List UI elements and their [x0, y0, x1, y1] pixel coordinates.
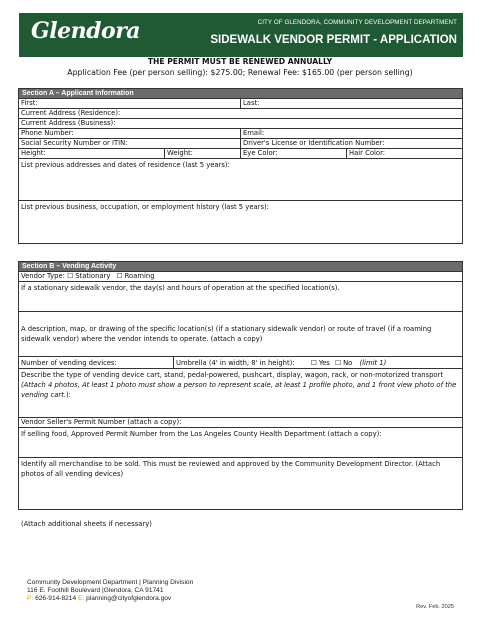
footer-email[interactable]: planning@cityofglendora.gov [86, 595, 172, 603]
umbrella-no-checkbox[interactable]: ☐ [335, 359, 342, 367]
last-name-field[interactable]: Last: [243, 99, 260, 107]
merchandise-row [19, 458, 462, 509]
umbrella-yes-label: Yes [318, 359, 330, 367]
footer-contact-line [27, 595, 193, 603]
email-label: E: [78, 595, 85, 603]
stationary-checkbox[interactable]: ☐ [67, 272, 74, 280]
vendor-type-row [19, 272, 462, 282]
fee-line: Application Fee (per person selling): $275.00; Renewal Fee: $165.00 (per person selling) [67, 68, 413, 77]
ssn-field[interactable]: Social Security Number or ITIN: [19, 139, 241, 148]
umbrella-label: Umbrella (4' in width, 8' in height): [176, 359, 295, 367]
cart-description-row [19, 369, 462, 418]
renewal-notice: THE PERMIT MUST BE RENEWED ANNUALLY [147, 57, 333, 66]
residence-address-field[interactable]: Current Address (Residence): [21, 109, 121, 117]
footer-address: 116 E. Foothill Boulevard |Glendora, CA 91741 [27, 587, 164, 595]
business-row [19, 119, 462, 129]
food-permit-row [19, 428, 462, 458]
footer-phone: 626-914-8214 [35, 595, 77, 603]
phone-email-row [19, 129, 462, 139]
umbrella-yes-checkbox[interactable]: ☐ [310, 359, 317, 367]
physical-row [19, 149, 462, 159]
eye-color-field[interactable]: Eye Color: [241, 149, 347, 158]
previous-business-field[interactable]: List previous business, occupation, or employment history (last 5 years): [21, 203, 269, 211]
cart-description-text: Describe the type of vending device cart, stand, pedal-powered, pushcart, display, wagon, rack, or non-motorized transport [21, 371, 444, 379]
hours-row [19, 282, 462, 312]
license-field[interactable]: Driver's License or Identification Number: [243, 139, 385, 147]
residence-row [19, 109, 462, 119]
footer-department: Community Development Department | Planning Division [27, 579, 194, 586]
email-field[interactable]: Email: [243, 129, 265, 137]
section-a [18, 88, 463, 244]
stationary-label: Stationary [75, 272, 111, 280]
previous-addresses-field[interactable]: List previous addresses and dates of residence (last 5 years): [21, 161, 230, 169]
id-row [19, 139, 462, 149]
seller-permit-field[interactable]: Vendor Seller's Permit Number (attach a copy): [21, 418, 182, 426]
umbrella-no-label: No [343, 359, 353, 367]
number-of-devices-field[interactable]: Number of vending devices: [19, 357, 174, 368]
section-b [18, 261, 463, 510]
phone-label: P: [27, 595, 34, 603]
attach-sheets-note: (Attach additional sheets if necessary) [21, 520, 152, 528]
hours-of-operation-field[interactable]: If a stationary sidewalk vendor, the day(s) and hours of operation at the specified location(s). [21, 284, 340, 292]
section-b-heading: Section B – Vending Activity [19, 262, 462, 272]
location-description-field[interactable]: A description, map, or drawing of the specific location(s) (if a stationary sidewalk vendor) or route of travel (if a roaming sidewalk vendor) where the vendor intends to operate. (attach a copy) [21, 325, 432, 343]
height-field[interactable]: Height: [19, 149, 165, 158]
prev-business-row [19, 201, 462, 243]
roaming-label: Roaming [124, 272, 155, 280]
department-name: CITY OF GLENDORA, COMMUNITY DEVELOPMENT DEPARTMENT [257, 19, 457, 26]
vendor-type-field [19, 272, 462, 281]
phone-field[interactable]: Phone Number: [19, 129, 241, 138]
location-description-row [19, 312, 462, 357]
revision-date: Rev. Feb. 2025 [416, 604, 454, 610]
footer-contact [27, 579, 193, 604]
section-a-heading: Section A – Applicant Information [19, 89, 462, 99]
vendor-type-label: Vendor Type: [21, 272, 65, 280]
prev-addresses-row [19, 159, 462, 201]
merchandise-field[interactable]: Identify all merchandise to be sold. This must be reviewed and approved by the Community Development Director. (Attach photos of all vending devices) [21, 460, 441, 478]
cart-photo-note: (Attach 4 photos, At least 1 photo must show a person to represent scale, at least 1 profile photo, and 1 front view photo of the vending cart. [21, 381, 457, 399]
umbrella-limit: (limit 1) [359, 359, 387, 367]
umbrella-field [174, 357, 462, 368]
cart-description-field[interactable] [19, 369, 462, 417]
roaming-checkbox[interactable]: ☐ [116, 272, 123, 280]
first-name-field[interactable]: First: [19, 99, 241, 108]
cart-note-end: ): [66, 391, 71, 399]
business-address-field[interactable]: Current Address (Business): [21, 119, 116, 127]
devices-row [19, 357, 462, 369]
seller-permit-row [19, 418, 462, 428]
hair-color-field[interactable]: Hair Color: [349, 149, 386, 157]
glendora-logo: Glendora [31, 18, 141, 44]
name-row [19, 99, 462, 109]
document-title: SIDEWALK VENDOR PERMIT - APPLICATION [210, 34, 457, 46]
food-permit-field[interactable]: If selling food, Approved Permit Number from the Los Angeles County Health Department (attach a copy): [21, 430, 382, 438]
page-header [19, 13, 463, 57]
weight-field[interactable]: Weight: [165, 149, 241, 158]
